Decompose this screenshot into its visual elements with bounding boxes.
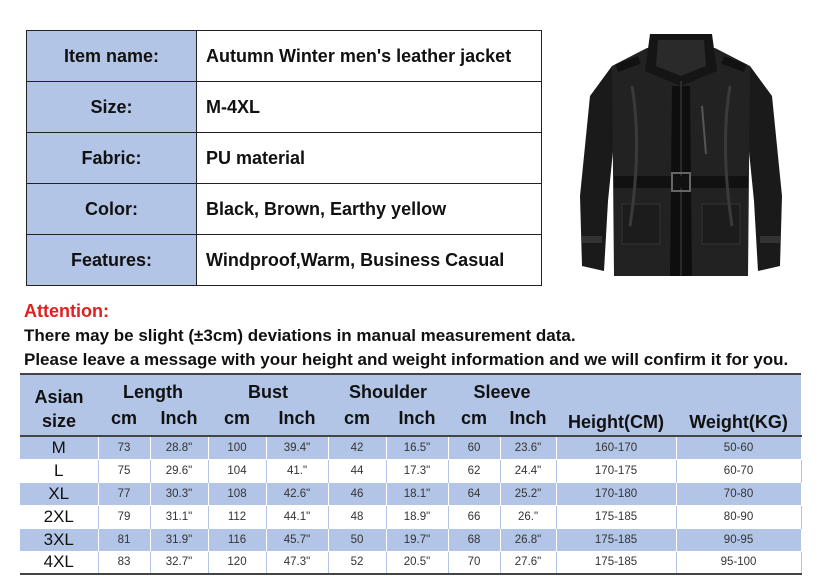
spec-value: M-4XL bbox=[197, 82, 542, 133]
header-sleeve: Sleeve bbox=[473, 382, 531, 402]
spec-label: Size: bbox=[27, 82, 197, 133]
size-cell: 100 bbox=[208, 436, 266, 459]
header-shoulder-inch: Inch bbox=[398, 408, 436, 428]
size-cell: 73 bbox=[98, 436, 150, 459]
size-cell: 28.8" bbox=[150, 436, 208, 459]
size-cell: 46 bbox=[328, 482, 386, 505]
header-weight: Weight(KG) bbox=[689, 412, 788, 432]
size-cell: 18.9" bbox=[386, 505, 448, 528]
size-cell: 17.3" bbox=[386, 459, 448, 482]
size-label: M bbox=[20, 436, 98, 459]
size-cell: 30.3" bbox=[150, 482, 208, 505]
spec-value: Black, Brown, Earthy yellow bbox=[197, 184, 542, 235]
size-cell: 44.1" bbox=[266, 505, 328, 528]
header-shoulder-cm: cm bbox=[343, 408, 370, 428]
size-cell: 45.7" bbox=[266, 528, 328, 551]
size-cell: 108 bbox=[208, 482, 266, 505]
size-label: L bbox=[20, 459, 98, 482]
size-row bbox=[20, 551, 801, 574]
spec-row bbox=[27, 82, 542, 133]
header-length: Length bbox=[123, 382, 183, 402]
size-cell: 41." bbox=[266, 459, 328, 482]
size-row bbox=[20, 528, 801, 551]
size-cell: 83 bbox=[98, 551, 150, 574]
size-cell: 20.5" bbox=[386, 551, 448, 574]
spec-row bbox=[27, 133, 542, 184]
size-cell: 25.2" bbox=[500, 482, 556, 505]
size-cell: 104 bbox=[208, 459, 266, 482]
size-cell: 47.3" bbox=[266, 551, 328, 574]
size-cell: 175-185 bbox=[556, 551, 676, 574]
size-chart-table bbox=[20, 373, 802, 575]
attention-heading: Attention: bbox=[24, 301, 109, 321]
size-cell: 24.4" bbox=[500, 459, 556, 482]
size-cell: 42 bbox=[328, 436, 386, 459]
size-cell: 50 bbox=[328, 528, 386, 551]
header-shoulder: Shoulder bbox=[349, 382, 428, 402]
size-cell: 175-185 bbox=[556, 528, 676, 551]
size-cell: 60-70 bbox=[676, 459, 801, 482]
size-cell: 23.6" bbox=[500, 436, 556, 459]
size-cell: 77 bbox=[98, 482, 150, 505]
size-cell: 80-90 bbox=[676, 505, 801, 528]
size-label: 2XL bbox=[20, 505, 98, 528]
size-cell: 66 bbox=[448, 505, 500, 528]
size-cell: 60 bbox=[448, 436, 500, 459]
size-cell: 19.7" bbox=[386, 528, 448, 551]
size-cell: 81 bbox=[98, 528, 150, 551]
size-cell: 64 bbox=[448, 482, 500, 505]
header-sleeve-cm: cm bbox=[461, 408, 488, 428]
size-row bbox=[20, 505, 801, 528]
header-bust-cm: cm bbox=[223, 408, 250, 428]
spec-row bbox=[27, 31, 542, 82]
size-cell: 31.9" bbox=[150, 528, 208, 551]
size-cell: 48 bbox=[328, 505, 386, 528]
header-height: Height(CM) bbox=[568, 412, 664, 432]
size-cell: 120 bbox=[208, 551, 266, 574]
spec-label: Fabric: bbox=[27, 133, 197, 184]
spec-label: Features: bbox=[27, 235, 197, 286]
size-cell: 29.6" bbox=[150, 459, 208, 482]
size-cell: 170-180 bbox=[556, 482, 676, 505]
header-length-cm: cm bbox=[110, 408, 137, 428]
size-cell: 31.1" bbox=[150, 505, 208, 528]
size-cell: 90-95 bbox=[676, 528, 801, 551]
size-cell: 16.5" bbox=[386, 436, 448, 459]
spec-value: Windproof,Warm, Business Casual bbox=[197, 235, 542, 286]
spec-label: Color: bbox=[27, 184, 197, 235]
size-cell: 32.7" bbox=[150, 551, 208, 574]
spec-label: Item name: bbox=[27, 31, 197, 82]
size-cell: 50-60 bbox=[676, 436, 801, 459]
size-cell: 42.6" bbox=[266, 482, 328, 505]
size-cell: 170-175 bbox=[556, 459, 676, 482]
spec-value: PU material bbox=[197, 133, 542, 184]
size-cell: 52 bbox=[328, 551, 386, 574]
header-asian-size: Asian size bbox=[34, 387, 84, 431]
size-cell: 79 bbox=[98, 505, 150, 528]
size-cell: 70 bbox=[448, 551, 500, 574]
spec-value: Autumn Winter men's leather jacket bbox=[197, 31, 542, 82]
header-length-inch: Inch bbox=[160, 408, 198, 428]
size-cell: 95-100 bbox=[676, 551, 801, 574]
size-cell: 175-185 bbox=[556, 505, 676, 528]
size-row bbox=[20, 459, 801, 482]
size-row bbox=[20, 482, 801, 505]
size-cell: 27.6" bbox=[500, 551, 556, 574]
header-bust-inch: Inch bbox=[278, 408, 316, 428]
size-cell: 160-170 bbox=[556, 436, 676, 459]
size-label: 4XL bbox=[20, 551, 98, 574]
size-cell: 116 bbox=[208, 528, 266, 551]
header-sleeve-inch: Inch bbox=[509, 408, 547, 428]
size-row bbox=[20, 436, 801, 459]
spec-row bbox=[27, 235, 542, 286]
size-cell: 44 bbox=[328, 459, 386, 482]
size-cell: 26." bbox=[500, 505, 556, 528]
spec-row bbox=[27, 184, 542, 235]
size-cell: 70-80 bbox=[676, 482, 801, 505]
product-spec-table bbox=[26, 30, 542, 286]
message-note: Please leave a message with your height and weight information and we will confirm it for you. bbox=[24, 350, 789, 369]
size-cell: 68 bbox=[448, 528, 500, 551]
size-cell: 75 bbox=[98, 459, 150, 482]
measurement-note: There may be slight (±3cm) deviations in manual measurement data. bbox=[24, 326, 576, 345]
size-label: 3XL bbox=[20, 528, 98, 551]
size-cell: 18.1" bbox=[386, 482, 448, 505]
size-cell: 112 bbox=[208, 505, 266, 528]
jacket-photo bbox=[572, 26, 790, 288]
size-cell: 39.4" bbox=[266, 436, 328, 459]
header-bust: Bust bbox=[248, 382, 288, 402]
size-cell: 26.8" bbox=[500, 528, 556, 551]
size-label: XL bbox=[20, 482, 98, 505]
size-cell: 62 bbox=[448, 459, 500, 482]
